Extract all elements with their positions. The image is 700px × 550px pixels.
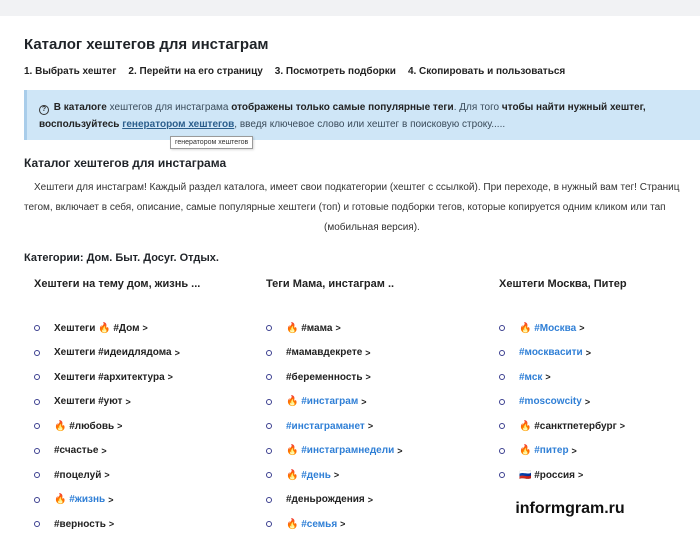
hashtag-list xyxy=(499,316,700,488)
bullet-icon xyxy=(266,497,272,503)
hashtag-item[interactable] xyxy=(266,463,496,488)
hashtag-label: #верность xyxy=(54,518,106,530)
hashtag-item[interactable] xyxy=(34,439,264,464)
bullet-icon xyxy=(266,399,272,405)
hashtag-generator-link[interactable]: генератором хештегов xyxy=(122,119,235,130)
step-4: 4. Скопировать и пользоваться xyxy=(407,66,566,77)
hashtag-label: Хештеги #архитектура xyxy=(54,371,165,383)
chevron-right-icon: > xyxy=(142,323,148,334)
hashtag-item[interactable] xyxy=(34,316,264,341)
hashtag-label: #мамавдекрете xyxy=(286,347,363,359)
hashtag-item[interactable] xyxy=(266,341,496,366)
hashtag-label: 🔥 #санктпетербург xyxy=(519,420,617,432)
bullet-icon xyxy=(34,350,40,356)
link-tooltip: генератором хештегов xyxy=(170,136,253,149)
hashtag-item[interactable] xyxy=(499,390,700,415)
hashtag-list xyxy=(266,316,496,537)
chevron-right-icon: > xyxy=(619,421,626,432)
notice-box xyxy=(24,90,700,140)
bullet-icon xyxy=(266,448,272,454)
hashtag-item[interactable] xyxy=(499,463,700,488)
bullet-icon xyxy=(34,521,40,527)
hashtag-label: #инстаграманет xyxy=(286,420,365,432)
page xyxy=(0,16,700,550)
column-moscow-piter xyxy=(499,278,700,488)
steps-list xyxy=(24,66,565,77)
bullet-icon xyxy=(34,423,40,429)
chevron-right-icon: > xyxy=(584,396,591,407)
hashtag-item[interactable] xyxy=(34,488,264,513)
hashtag-label: Хештеги 🔥 #Дом xyxy=(54,322,140,334)
bullet-icon xyxy=(266,350,272,356)
column-title: Теги Мама, инстаграм .. xyxy=(266,278,395,290)
chevron-right-icon: > xyxy=(333,470,340,481)
chevron-right-icon: > xyxy=(365,372,371,383)
notice-text-1: хештегов для инстаграма xyxy=(106,102,232,113)
hashtag-item[interactable] xyxy=(34,390,264,415)
hashtag-list xyxy=(34,316,264,537)
hashtag-label: #счастье xyxy=(54,445,99,457)
hashtag-item[interactable] xyxy=(266,365,496,390)
hashtag-item[interactable] xyxy=(266,390,496,415)
description-line-3: (мобильная версия). xyxy=(324,222,420,233)
bullet-icon xyxy=(34,497,40,503)
chevron-right-icon: > xyxy=(125,396,131,407)
watermark-logo: informgram.ru xyxy=(500,494,640,524)
bullet-icon xyxy=(266,472,272,478)
chevron-right-icon: > xyxy=(340,519,346,530)
hashtag-label: 🔥 #жизнь xyxy=(54,494,106,506)
hashtag-label: 🔥 #мама xyxy=(286,322,333,334)
chevron-right-icon: > xyxy=(108,519,115,530)
bullet-icon xyxy=(34,399,40,405)
bullet-icon xyxy=(499,374,505,380)
chevron-right-icon: > xyxy=(117,421,123,432)
hashtag-item[interactable] xyxy=(499,414,700,439)
catalog-description xyxy=(0,178,700,238)
step-3: 3. Посмотреть подборки xyxy=(274,66,396,77)
hashtag-label: 🔥 #питер xyxy=(519,445,569,457)
chevron-right-icon: > xyxy=(367,494,374,505)
hashtag-item[interactable] xyxy=(34,512,264,537)
chevron-right-icon: > xyxy=(571,445,577,456)
bullet-icon xyxy=(266,325,272,331)
hashtag-label: 🇷🇺 #россия xyxy=(519,469,575,481)
notice-bold-3: чтобы найти нужный хештег, воспользуйтесь xyxy=(39,102,646,130)
hashtag-label: 🔥 #любовь xyxy=(54,420,115,432)
hashtag-label: #поцелуй xyxy=(54,469,102,481)
description-line-2: тегом, включает в себя, описание, самые популярные хештеги (топ) и готовые подборки тегов, которые копируется одним кликом или тап xyxy=(24,202,666,213)
hashtag-label: #беременность xyxy=(286,371,363,383)
step-2: 2. Перейти на его страницу xyxy=(128,66,263,77)
hashtag-label: #деньрождения xyxy=(286,494,365,506)
hashtag-label: Хештеги #идеидлядома xyxy=(54,347,172,359)
chevron-right-icon: > xyxy=(174,347,180,358)
column-title: Хештеги Москва, Питер xyxy=(499,278,627,290)
question-circle-icon: ? xyxy=(39,105,49,115)
step-1: 1. Выбрать хештег xyxy=(24,66,117,77)
hashtag-item[interactable] xyxy=(266,488,496,513)
hashtag-label: 🔥 #инстаграмнедели xyxy=(286,445,395,457)
chevron-right-icon: > xyxy=(361,396,367,407)
bullet-icon xyxy=(499,399,505,405)
column-mom-instagram xyxy=(266,278,496,537)
chevron-right-icon: > xyxy=(577,470,584,481)
bullet-icon xyxy=(266,423,272,429)
bullet-icon xyxy=(266,374,272,380)
bullet-icon xyxy=(34,374,40,380)
hashtag-label: #moscowcity xyxy=(519,396,582,408)
hashtag-item[interactable] xyxy=(266,316,496,341)
chevron-right-icon: > xyxy=(108,494,114,505)
catalog-title: Каталог хештегов для инстаграма xyxy=(24,156,227,170)
hashtag-label: #мск xyxy=(519,371,543,383)
hashtag-item[interactable] xyxy=(499,439,700,464)
hashtag-item[interactable] xyxy=(34,365,264,390)
notice-text-2: . Для того xyxy=(453,102,502,113)
notice-bold-2: отображены только самые популярные теги xyxy=(231,102,454,113)
chevron-right-icon: > xyxy=(167,372,173,383)
hashtag-item[interactable] xyxy=(266,512,496,537)
hashtag-item[interactable] xyxy=(34,463,264,488)
hashtag-item[interactable] xyxy=(499,316,700,341)
column-home-life xyxy=(34,278,264,537)
hashtag-label: 🔥 #семья xyxy=(286,518,338,530)
hashtag-label: 🔥 #инстаграм xyxy=(286,396,359,408)
bullet-icon xyxy=(499,350,505,356)
bullet-icon xyxy=(499,325,505,331)
hashtag-item[interactable] xyxy=(266,414,496,439)
bullet-icon xyxy=(499,448,505,454)
chevron-right-icon: > xyxy=(545,372,551,383)
bullet-icon xyxy=(266,521,272,527)
hashtag-label: 🔥 #день xyxy=(286,469,331,481)
hashtag-label: Хештеги #уют xyxy=(54,396,123,408)
chevron-right-icon: > xyxy=(367,421,374,432)
categories-title: Категории: Дом. Быт. Досуг. Отдых. xyxy=(24,252,219,264)
chevron-right-icon: > xyxy=(101,445,107,456)
notice-bold-1: В каталоге xyxy=(53,102,107,113)
hashtag-item[interactable] xyxy=(34,341,264,366)
notice-text-4: , введя ключевое слово или хештег в поисковую строку..... xyxy=(234,119,506,130)
chevron-right-icon: > xyxy=(365,347,371,358)
hashtag-item[interactable] xyxy=(499,365,700,390)
chevron-right-icon: > xyxy=(397,445,403,456)
hashtag-label: 🔥 #Москва xyxy=(519,322,577,334)
hashtag-label: #москвасити xyxy=(519,347,583,359)
bullet-icon xyxy=(499,472,505,478)
bullet-icon xyxy=(34,325,40,331)
page-title: Каталог хештегов для инстаграм xyxy=(24,36,269,53)
chevron-right-icon: > xyxy=(335,323,341,334)
bullet-icon xyxy=(499,423,505,429)
column-title: Хештеги на тему дом, жизнь ... xyxy=(34,278,201,290)
chevron-right-icon: > xyxy=(585,347,591,358)
hashtag-item[interactable] xyxy=(34,414,264,439)
bullet-icon xyxy=(34,448,40,454)
chevron-right-icon: > xyxy=(104,470,110,481)
hashtag-item[interactable] xyxy=(266,439,496,464)
chevron-right-icon: > xyxy=(579,323,585,334)
description-line-1: Хештеги для инстаграм! Каждый раздел каталога, имеет свои подкатегории (хештег с ссылкой). При переходе, в нужный вам тег! Страниц xyxy=(34,182,680,193)
bullet-icon xyxy=(34,472,40,478)
hashtag-item[interactable] xyxy=(499,341,700,366)
